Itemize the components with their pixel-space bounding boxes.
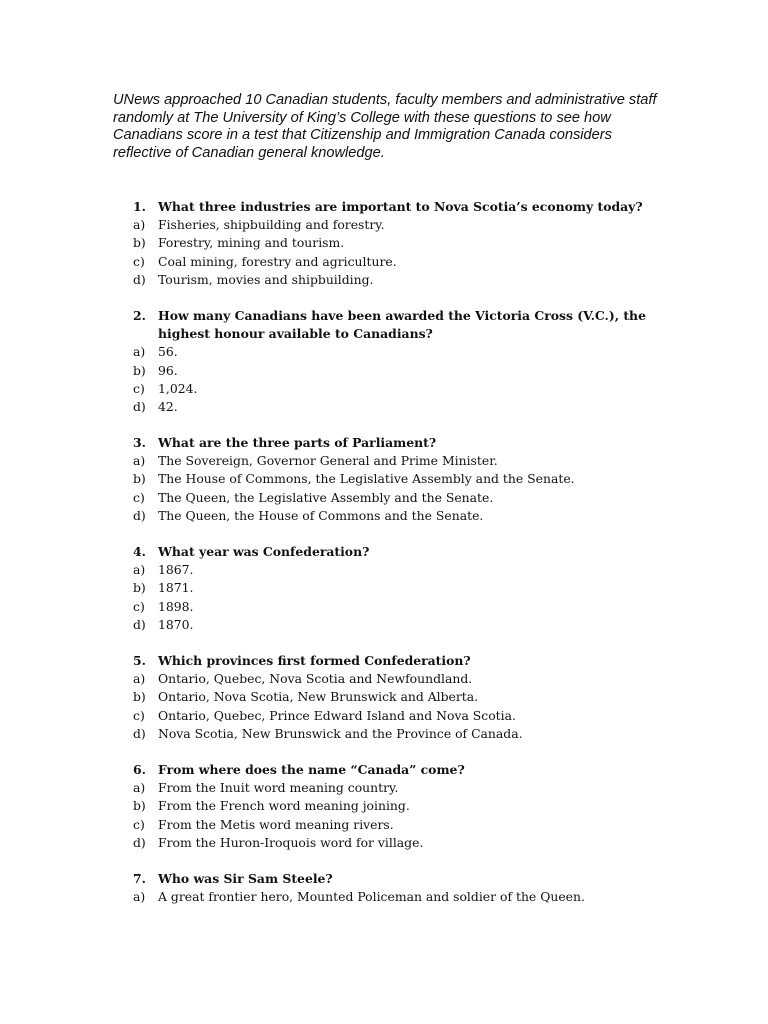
answer-option bbox=[133, 816, 653, 834]
answer-option bbox=[133, 507, 653, 525]
option-letter: d) bbox=[133, 616, 146, 632]
question-number: 6. bbox=[133, 762, 146, 777]
answer-option bbox=[133, 834, 653, 852]
option-letter: a) bbox=[133, 780, 146, 796]
option-letter: c) bbox=[133, 598, 145, 614]
option-text: Fisheries, shipbuilding and forestry. bbox=[158, 217, 385, 233]
question-heading bbox=[133, 307, 653, 343]
question-text: Who was Sir Sam Steele? bbox=[158, 871, 333, 886]
option-letter: a) bbox=[133, 453, 146, 469]
option-letter: c) bbox=[133, 489, 145, 505]
option-letter: a) bbox=[133, 344, 146, 360]
option-text: A great frontier hero, Mounted Policeman and soldier of the Queen. bbox=[158, 889, 585, 905]
option-letter: d) bbox=[133, 399, 146, 415]
option-letter: a) bbox=[133, 671, 146, 687]
answer-option bbox=[133, 398, 653, 416]
option-text: 1867. bbox=[158, 562, 194, 578]
answer-option bbox=[133, 888, 653, 906]
option-letter: d) bbox=[133, 271, 146, 287]
question-text: How many Canadians have been awarded the Victoria Cross (V.C.), the highest honour available to Canadians? bbox=[158, 308, 646, 342]
option-letter: b) bbox=[133, 689, 146, 705]
question-text: What three industries are important to Nova Scotia’s economy today? bbox=[158, 199, 643, 214]
option-text: Ontario, Quebec, Prince Edward Island and Nova Scotia. bbox=[158, 707, 516, 723]
option-text: From the Inuit word meaning country. bbox=[158, 780, 399, 796]
option-text: 42. bbox=[158, 399, 178, 415]
option-text: The Queen, the House of Commons and the Senate. bbox=[158, 507, 484, 523]
answer-option bbox=[133, 343, 653, 361]
option-letter: b) bbox=[133, 580, 146, 596]
option-letter: a) bbox=[133, 562, 146, 578]
answer-option bbox=[133, 234, 653, 252]
option-letter: b) bbox=[133, 362, 146, 378]
question-number: 5. bbox=[133, 653, 146, 668]
option-text: 1,024. bbox=[158, 380, 198, 396]
answer-option bbox=[133, 253, 653, 271]
answer-option bbox=[133, 362, 653, 380]
answer-option bbox=[133, 707, 653, 725]
option-text: Ontario, Quebec, Nova Scotia and Newfoundland. bbox=[158, 671, 473, 687]
answer-option bbox=[133, 616, 653, 634]
option-text: The Sovereign, Governor General and Prime Minister. bbox=[158, 453, 498, 469]
answer-option bbox=[133, 797, 653, 815]
question-number: 7. bbox=[133, 871, 146, 886]
option-text: The House of Commons, the Legislative Assembly and the Senate. bbox=[158, 471, 575, 487]
option-text: Forestry, mining and tourism. bbox=[158, 235, 345, 251]
option-text: From the Huron-Iroquois word for village. bbox=[158, 834, 424, 850]
question-3 bbox=[133, 434, 653, 525]
option-text: 56. bbox=[158, 344, 178, 360]
answer-option bbox=[133, 380, 653, 398]
question-number: 3. bbox=[133, 435, 146, 450]
intro-paragraph: UNews approached 10 Canadian students, faculty members and administrative staff randomly at The University of King’s College with these questions to see how Canadians score in a test that Citizenship and Immigration Canada considers reflective of Canadian general knowledge. bbox=[113, 92, 657, 161]
option-text: Nova Scotia, New Brunswick and the Province of Canada. bbox=[158, 725, 523, 741]
option-letter: d) bbox=[133, 507, 146, 523]
option-text: 1898. bbox=[158, 598, 194, 614]
question-heading bbox=[133, 434, 653, 452]
question-heading bbox=[133, 198, 653, 216]
option-text: From the French word meaning joining. bbox=[158, 798, 410, 814]
option-letter: d) bbox=[133, 834, 146, 850]
question-heading bbox=[133, 761, 653, 779]
option-letter: b) bbox=[133, 235, 146, 251]
option-letter: c) bbox=[133, 816, 145, 832]
question-number: 4. bbox=[133, 544, 146, 559]
answer-option bbox=[133, 579, 653, 597]
question-4 bbox=[133, 543, 653, 634]
question-text: Which provinces first formed Confederation? bbox=[158, 653, 471, 668]
option-text: From the Metis word meaning rivers. bbox=[158, 816, 394, 832]
question-text: What year was Confederation? bbox=[158, 544, 370, 559]
answer-option bbox=[133, 561, 653, 579]
question-5 bbox=[133, 652, 653, 743]
question-heading bbox=[133, 652, 653, 670]
question-2 bbox=[133, 307, 653, 416]
option-letter: b) bbox=[133, 471, 146, 487]
answer-option bbox=[133, 779, 653, 797]
option-text: Tourism, movies and shipbuilding. bbox=[158, 271, 374, 287]
answer-option bbox=[133, 598, 653, 616]
answer-option bbox=[133, 688, 653, 706]
question-number: 1. bbox=[133, 199, 146, 214]
option-text: Coal mining, forestry and agriculture. bbox=[158, 253, 397, 269]
option-letter: c) bbox=[133, 253, 145, 269]
option-letter: a) bbox=[133, 889, 146, 905]
option-text: The Queen, the Legislative Assembly and the Senate. bbox=[158, 489, 494, 505]
question-text: From where does the name “Canada” come? bbox=[158, 762, 465, 777]
question-heading bbox=[133, 543, 653, 561]
option-text: Ontario, Nova Scotia, New Brunswick and Alberta. bbox=[158, 689, 479, 705]
option-letter: c) bbox=[133, 707, 145, 723]
answer-option bbox=[133, 452, 653, 470]
option-text: 96. bbox=[158, 362, 178, 378]
option-letter: a) bbox=[133, 217, 146, 233]
answer-option bbox=[133, 216, 653, 234]
question-1 bbox=[133, 198, 653, 289]
option-letter: c) bbox=[133, 380, 145, 396]
option-text: 1871. bbox=[158, 580, 194, 596]
option-letter: d) bbox=[133, 725, 146, 741]
question-number: 2. bbox=[133, 308, 146, 323]
option-letter: b) bbox=[133, 798, 146, 814]
answer-option bbox=[133, 489, 653, 507]
question-heading bbox=[133, 870, 653, 888]
question-7 bbox=[133, 870, 653, 906]
option-text: 1870. bbox=[158, 616, 194, 632]
question-text: What are the three parts of Parliament? bbox=[158, 435, 437, 450]
question-6 bbox=[133, 761, 653, 852]
answer-option bbox=[133, 470, 653, 488]
answer-option bbox=[133, 670, 653, 688]
answer-option bbox=[133, 725, 653, 743]
answer-option bbox=[133, 271, 653, 289]
